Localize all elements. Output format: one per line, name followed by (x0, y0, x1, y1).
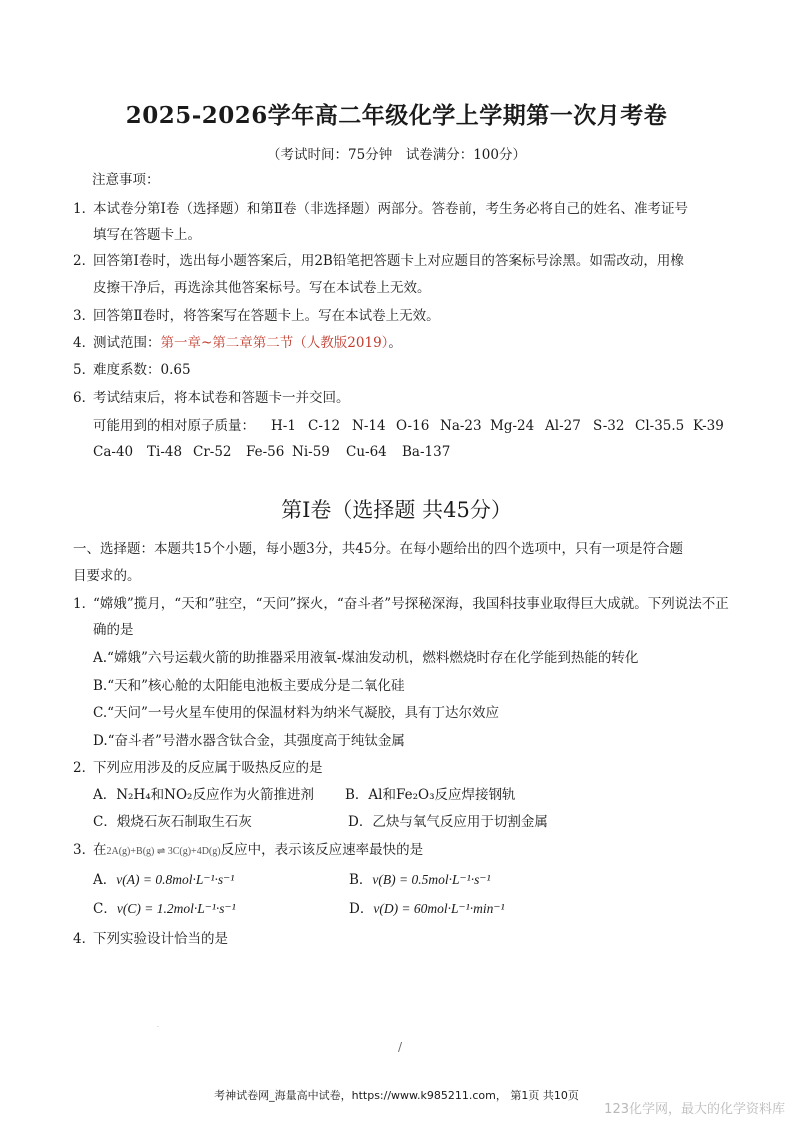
rate-expression: v(C) = 1.2mol·L⁻¹·s⁻¹ (116, 901, 236, 916)
q2-option-a[interactable]: A．N₂H₄和NO₂反应作为火箭推进剂 (93, 787, 314, 803)
rate-expression: v(A) = 0.8mol·L⁻¹·s⁻¹ (116, 872, 235, 887)
atomic-mass-ti: Ti-48 (147, 444, 183, 460)
q3-option-b[interactable] (349, 870, 491, 890)
question-number: 3． (73, 842, 96, 858)
q3-option-a[interactable] (93, 870, 234, 890)
notice-text: 本试卷分第Ⅰ卷（选择题）和第Ⅱ卷（非选择题）两部分。答卷前，考生务必将自己的姓名、准考证号 (93, 201, 689, 217)
q2-option-d[interactable]: D．乙炔与氧气反应用于切割金属 (348, 814, 548, 830)
notice-text: 回答第Ⅰ卷时，选出每小题答案后，用2B铅笔把答题卡上对应题目的答案标号涂黑。如需改动，用橡 (93, 253, 684, 269)
atomic-mass-ca: Ca-40 (93, 444, 134, 460)
notice-number: 4． (73, 335, 96, 351)
atomic-mass-ni: Ni-59 (292, 444, 330, 460)
notice-text: 考试结束后，将本试卷和答题卡一并交回。 (93, 390, 350, 406)
option-label: B． (349, 872, 373, 888)
watermark: 123化学网，最大的化学资料库 (604, 1102, 785, 1117)
page-mark: / (398, 1040, 403, 1054)
option-label: C． (93, 901, 117, 917)
atomic-mass-label: 可能用到的相对原子质量： (93, 418, 255, 434)
scan-dot: · (157, 1024, 159, 1031)
notice-number: 2． (73, 253, 96, 269)
question-2 (73, 758, 323, 778)
notice-heading: 注意事项： (92, 172, 160, 188)
notice-6 (73, 388, 350, 408)
notice-text: 回答第Ⅱ卷时，将答案写在答题卡上。写在本试卷上无效。 (93, 308, 440, 324)
atomic-mass-n: N-14 (352, 418, 386, 434)
exam-title: 2025-2026学年高二年级化学上学期第一次月考卷 (125, 102, 668, 129)
test-range: 第一章~第二章第二节（人教版2019） (160, 335, 389, 351)
question-1-cont: 确的是 (93, 622, 134, 638)
option-label: A． (93, 872, 117, 888)
page-footer: 考神试卷网_海量高中试卷，https://www.k985211.com， 第1页 共10页 (214, 1089, 579, 1102)
question-1 (73, 594, 729, 614)
notice-text: 测试范围： (93, 335, 161, 351)
q1-option-c[interactable]: C.“天问”一号火星车使用的保温材料为纳米气凝胶，具有丁达尔效应 (93, 705, 499, 721)
atomic-mass-na: Na-23 (440, 418, 482, 434)
exam-subtitle: （考试时间：75分钟 试卷满分：100分） (267, 147, 526, 163)
question-number: 1． (73, 596, 96, 612)
reaction-equation: 2A(g)+B(g) ⇌ 3C(g)+4D(g) (106, 846, 221, 857)
atomic-mass-h: H-1 (271, 418, 296, 434)
notice-number: 5． (73, 362, 96, 378)
section-intro: 一、选择题：本题共15个小题，每小题3分，共45分。在每小题给出的四个选项中，只有一项是符合题 (73, 541, 683, 557)
q1-option-a[interactable]: A.“嫦娥”六号运载火箭的助推器采用液氧-煤油发动机，燃料燃烧时存在化学能到热能的转化 (93, 650, 639, 666)
notice-4 (73, 333, 402, 353)
section-title: 第Ⅰ卷（选择题 共45分） (281, 498, 512, 522)
notice-5 (73, 360, 191, 380)
question-stem-prefix: 在 (93, 842, 107, 858)
q2-option-b[interactable]: B．Al和Fe₂O₃反应焊接钢轨 (345, 787, 516, 803)
notice-number: 3． (73, 308, 96, 324)
question-number: 4． (73, 931, 96, 947)
atomic-mass-mg: Mg-24 (490, 418, 535, 434)
atomic-mass-o: O-16 (396, 418, 430, 434)
q2-option-c[interactable]: C．煅烧石灰石制取生石灰 (93, 814, 252, 830)
q3-option-c[interactable] (93, 899, 236, 919)
notice-text: 难度系数：0.65 (93, 362, 191, 378)
atomic-mass-c: C-12 (308, 418, 341, 434)
atomic-mass-cl: Cl-35.5 (635, 418, 685, 434)
atomic-mass-cr: Cr-52 (193, 444, 232, 460)
question-stem-suffix: 反应中，表示该反应速率最快的是 (220, 842, 424, 858)
notice-3 (73, 306, 440, 326)
question-stem: 下列应用涉及的反应属于吸热反应的是 (93, 760, 323, 776)
section-intro-cont: 目要求的。 (73, 568, 141, 584)
notice-number: 1． (73, 201, 96, 217)
rate-expression: v(B) = 0.5mol·L⁻¹·s⁻¹ (372, 872, 491, 887)
atomic-mass-fe: Fe-56 (246, 444, 285, 460)
notice-suffix: 。 (388, 335, 402, 351)
notice-number: 6． (73, 390, 96, 406)
notice-2-cont: 皮擦干净后，再选涂其他答案标号。写在本试卷上无效。 (93, 280, 431, 296)
atomic-mass-cu: Cu-64 (346, 444, 387, 460)
notice-1-cont: 填写在答题卡上。 (93, 227, 201, 243)
question-number: 2． (73, 760, 96, 776)
atomic-mass-al: Al-27 (545, 418, 581, 434)
atomic-mass-k: K-39 (693, 418, 724, 434)
atomic-mass-s: S-32 (593, 418, 625, 434)
notice-1 (73, 199, 688, 219)
question-4 (73, 929, 228, 949)
rate-expression: v(D) = 60mol·L⁻¹·min⁻¹ (373, 901, 505, 916)
q1-option-b[interactable]: B.“天和”核心舱的太阳能电池板主要成分是二氧化硅 (93, 678, 405, 694)
notice-2 (73, 251, 684, 271)
q3-option-d[interactable] (349, 899, 505, 919)
question-stem: 下列实验设计恰当的是 (93, 931, 228, 947)
question-3 (73, 840, 423, 862)
atomic-mass-ba: Ba-137 (402, 444, 451, 460)
option-label: D． (349, 901, 374, 917)
question-stem: “嫦娥”揽月，“天和”驻空，“天问”探火，“奋斗者”号探秘深海，我国科技事业取得巨大成就。下列说法不正 (93, 596, 729, 612)
q1-option-d[interactable]: D.“奋斗者”号潜水器含钛合金，其强度高于纯钛金属 (93, 733, 405, 749)
